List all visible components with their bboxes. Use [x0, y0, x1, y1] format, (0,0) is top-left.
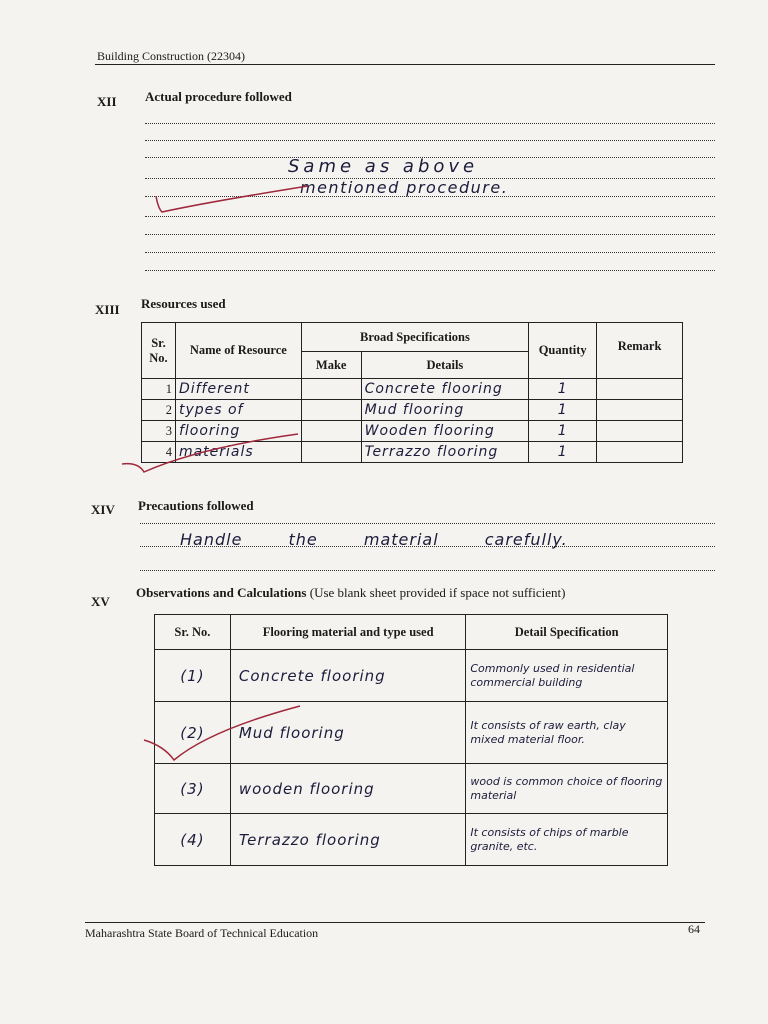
- table-row: [142, 379, 683, 400]
- table-row: [142, 400, 683, 421]
- col-header-name: Name of Resource: [175, 323, 301, 379]
- cell-remark: [597, 442, 683, 463]
- cell-quantity: 1: [529, 442, 597, 463]
- footer-rule: [85, 922, 705, 923]
- col-header-material: Flooring material and type used: [230, 615, 466, 650]
- cell-sr: (4): [155, 814, 231, 866]
- table-row: [155, 650, 668, 702]
- xii-handwriting-line2: mentioned procedure.: [300, 178, 509, 197]
- cell-spec: It consists of raw earth, clay mixed material floor.: [466, 702, 668, 764]
- cell-make: [301, 421, 361, 442]
- section-xv-heading: [136, 585, 565, 601]
- dotted-line: [145, 123, 715, 124]
- cell-make: [301, 400, 361, 421]
- page-header: Building Construction (22304): [97, 49, 245, 63]
- dotted-line: [145, 270, 715, 271]
- footer-org: Maharashtra State Board of Technical Education: [85, 926, 319, 940]
- col-header-sr: Sr. No.: [142, 323, 176, 379]
- cell-details: Mud flooring: [361, 400, 529, 421]
- check-mark-icon: [148, 178, 318, 218]
- cell-sr: (3): [155, 764, 231, 814]
- section-xiii-title: Resources used: [141, 296, 226, 311]
- table-row: [155, 814, 668, 866]
- cell-name: Different: [175, 379, 301, 400]
- observations-header-row: [155, 615, 668, 650]
- section-xiv-title: Precautions followed: [138, 498, 254, 513]
- cell-name: flooring: [175, 421, 301, 442]
- check-mark-icon: [140, 700, 310, 770]
- col-header-quantity: Quantity: [529, 323, 597, 379]
- cell-sr: 3: [142, 421, 176, 442]
- section-xii-number: XII: [97, 94, 117, 109]
- page-number: 64: [688, 922, 700, 936]
- table-row: [155, 764, 668, 814]
- cell-material: Concrete flooring: [230, 650, 466, 702]
- cell-sr: 4: [142, 442, 176, 463]
- col-header-sr: Sr. No.: [155, 615, 231, 650]
- dotted-line: [145, 234, 715, 235]
- dotted-line: [145, 140, 715, 141]
- cell-spec: wood is common choice of flooring material: [466, 764, 668, 814]
- cell-details: Concrete flooring: [361, 379, 529, 400]
- cell-quantity: 1: [529, 400, 597, 421]
- cell-material: wooden flooring: [230, 764, 466, 814]
- col-header-details: Details: [361, 352, 529, 379]
- xiv-handwriting: Handle the material carefully.: [180, 530, 568, 549]
- cell-remark: [597, 421, 683, 442]
- dotted-line: [140, 570, 715, 571]
- col-header-remark: Remark: [597, 323, 683, 379]
- cell-sr: (2): [155, 702, 231, 764]
- cell-details: Terrazzo flooring: [361, 442, 529, 463]
- cell-quantity: 1: [529, 379, 597, 400]
- cell-material: Mud flooring: [230, 702, 466, 764]
- resources-header-row: [142, 323, 683, 352]
- cell-sr: 1: [142, 379, 176, 400]
- check-mark-icon: [118, 428, 308, 478]
- col-header-broad-spec: Broad Specifications: [301, 323, 528, 352]
- cell-name: types of: [175, 400, 301, 421]
- cell-remark: [597, 400, 683, 421]
- cell-sr: (1): [155, 650, 231, 702]
- cell-name: materials: [175, 442, 301, 463]
- dotted-line: [140, 523, 715, 524]
- cell-spec: Commonly used in residential commercial building: [466, 650, 668, 702]
- section-xv-title: Observations and Calculations: [136, 585, 307, 600]
- dotted-line: [145, 252, 715, 253]
- cell-make: [301, 379, 361, 400]
- col-header-spec: Detail Specification: [466, 615, 668, 650]
- section-xiii-number: XIII: [95, 302, 120, 317]
- section-xiv-number: XIV: [91, 502, 115, 517]
- header-rule: [95, 64, 715, 65]
- col-header-make: Make: [301, 352, 361, 379]
- section-xii-title: Actual procedure followed: [145, 89, 292, 104]
- cell-quantity: 1: [529, 421, 597, 442]
- cell-material: Terrazzo flooring: [230, 814, 466, 866]
- cell-remark: [597, 379, 683, 400]
- cell-details: Wooden flooring: [361, 421, 529, 442]
- section-xv-note: (Use blank sheet provided if space not sufficient): [309, 585, 566, 600]
- xii-handwriting-line1: Same as above: [288, 156, 479, 177]
- cell-make: [301, 442, 361, 463]
- section-xv-number: XV: [91, 594, 110, 609]
- cell-sr: 2: [142, 400, 176, 421]
- cell-spec: It consists of chips of marble granite, etc.: [466, 814, 668, 866]
